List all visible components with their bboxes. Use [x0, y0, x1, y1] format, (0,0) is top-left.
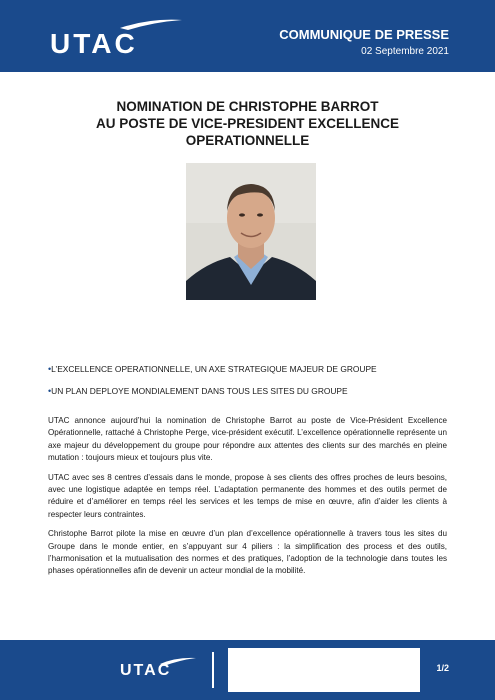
footer-utac-logo	[120, 654, 200, 684]
press-release-date: 02 Septembre 2021	[361, 46, 449, 57]
page-number: 1/2	[436, 663, 449, 673]
title-line-1: NOMINATION DE CHRISTOPHE BARROT	[116, 99, 379, 114]
title-line-3: OPERATIONNELLE	[185, 133, 310, 148]
highlight-text: L’EXCELLENCE OPERATIONNELLE, UN AXE STRATEGIQUE MAJEUR DE GROUPE	[51, 364, 377, 374]
logo-text: UTAC	[50, 28, 138, 59]
document-title	[60, 98, 435, 149]
portrait-illustration	[186, 163, 316, 300]
body-paragraph: Christophe Barrot pilote la mise en œuvre d’un plan d’excellence opérationnelle à travers tous les sites du Groupe dans le monde entier, en s’appuyant sur 4 piliers : la simplification des process et des outils, l’harmonisation et la mutualisation des normes et des pratiques, l’adoption de la technologie dans toutes les phases opérationnelles afin de devenir un acteur mondial de la mobilité.	[48, 529, 447, 576]
highlight-text: UN PLAN DEPLOYE MONDIALEMENT DANS TOUS LES SITES DU GROUPE	[51, 386, 348, 396]
body-paragraph: UTAC avec ses 8 centres d’essais dans le monde, propose à ses clients des offres proches de leurs besoins, avec une logistique adaptée en temps réel. L’adaptation permanente des hommes et des outils permet de réduire et d’améliorer en temps réel les services et les temps de mise en œuvre, afin d’aider les clients à respecter leurs contraintes.	[48, 472, 447, 519]
portrait-photo	[186, 163, 316, 300]
bullet-icon: •	[48, 386, 52, 396]
header-band	[0, 0, 495, 72]
article-body	[48, 415, 447, 585]
highlight-item	[48, 364, 448, 374]
bullet-icon: •	[48, 364, 52, 374]
title-line-2: AU POSTE DE VICE-PRESIDENT EXCELLENCE	[95, 116, 400, 131]
footer-divider	[212, 652, 214, 688]
highlights-list	[48, 364, 448, 408]
press-release-label: COMMUNIQUE DE PRESSE	[279, 27, 449, 42]
utac-logo	[50, 14, 190, 59]
footer-logo-text: UTAC	[120, 662, 172, 679]
footer-band	[0, 640, 495, 700]
footer-blank-box	[228, 648, 420, 692]
highlight-item	[48, 386, 448, 396]
body-paragraph: UTAC annonce aujourd’hui la nomination de Christophe Barrot au poste de Vice-Président Excellence Opérationnelle, rattaché à Christophe Perge, vice-président exécutif. L’excellence opérationnelle représente un axe majeur du développement du groupe pour répondre aux attentes des clients sur des marchés en pleine mutation : toujours mieux et toujours plus vite.	[48, 416, 447, 463]
